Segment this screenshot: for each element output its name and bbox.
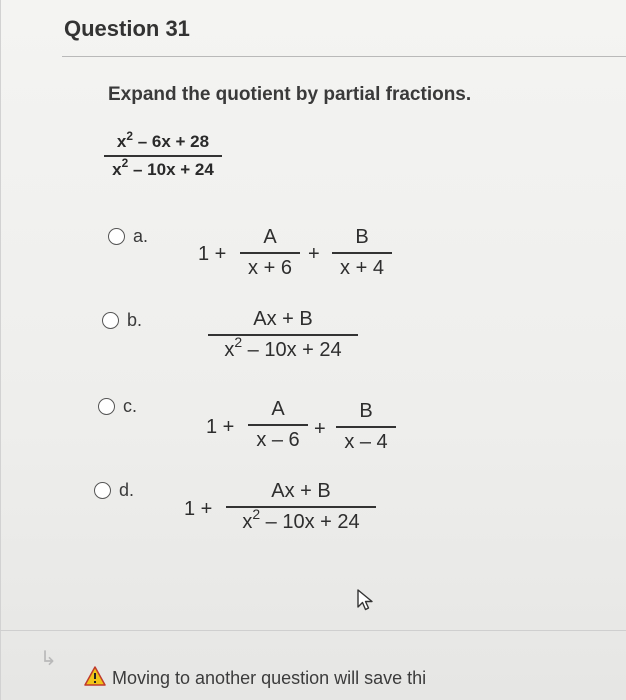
question-expression xyxy=(104,128,222,180)
option-a-fraction-2 xyxy=(332,226,392,280)
option-d-fraction xyxy=(226,480,376,534)
fraction-bar xyxy=(208,334,358,336)
option-d-lead: 1 + xyxy=(184,498,213,520)
option-c-fraction-2 xyxy=(336,400,396,454)
question-prompt: Expand the quotient by partial fractions. xyxy=(108,84,472,105)
option-c[interactable] xyxy=(98,396,137,417)
footer-divider xyxy=(0,630,626,631)
option-d-denominator: $x^2 - 10x + 24$ xyxy=(242,506,360,533)
option-a-frac2-numerator: B xyxy=(355,226,369,248)
radio-button-d[interactable] xyxy=(94,482,111,499)
mouse-pointer-icon xyxy=(356,588,376,617)
option-c-label: c. xyxy=(123,396,138,416)
fraction-bar xyxy=(226,506,376,508)
fraction-bar xyxy=(332,252,392,254)
radio-button-c[interactable] xyxy=(98,398,115,415)
radio-button-a[interactable] xyxy=(108,228,125,245)
option-a[interactable] xyxy=(108,226,148,247)
option-a-lead: 1 + xyxy=(198,243,227,265)
warning-icon xyxy=(84,666,106,691)
option-b-numerator: Ax + B xyxy=(253,308,313,330)
option-c-frac1-denominator: x – 6 xyxy=(256,428,300,451)
expression-denominator: $x^2 - 10x + 24$ xyxy=(112,156,214,179)
option-c-plus: + xyxy=(314,418,326,440)
option-d-numerator: Ax + B xyxy=(271,480,331,502)
option-a-frac1-denominator: x + 6 xyxy=(248,256,292,279)
option-d-label: d. xyxy=(119,480,135,500)
option-c-frac2-numerator: B xyxy=(359,400,373,422)
fraction-bar xyxy=(240,252,300,254)
option-c-fraction-1 xyxy=(248,398,308,452)
option-a-fraction-1 xyxy=(240,226,300,280)
title-divider xyxy=(62,56,626,57)
option-d[interactable] xyxy=(94,480,134,501)
option-b-fraction xyxy=(208,308,358,362)
option-c-frac2-denominator: x – 4 xyxy=(344,430,388,453)
option-b-label: b. xyxy=(127,310,143,330)
option-a-plus: + xyxy=(308,243,320,265)
option-b-denominator: $x^2 - 10x + 24$ xyxy=(224,334,342,361)
option-b[interactable] xyxy=(102,310,142,331)
option-a-frac2-denominator: x + 4 xyxy=(340,256,384,279)
return-arrow-icon: ↳ xyxy=(40,648,57,670)
warning-message: Moving to another question will save thi xyxy=(112,668,427,688)
option-c-frac1-numerator: A xyxy=(271,398,285,420)
option-a-label: a. xyxy=(133,226,149,246)
fraction-bar xyxy=(248,424,308,426)
question-title: Question 31 xyxy=(64,16,190,41)
expression-numerator: $x^2 - 6x + 28$ xyxy=(116,128,210,151)
footer-warning-area xyxy=(0,620,626,700)
option-c-lead: 1 + xyxy=(206,416,235,438)
left-border xyxy=(0,0,1,700)
fraction-bar xyxy=(336,426,396,428)
radio-button-b[interactable] xyxy=(102,312,119,329)
option-a-frac1-numerator: A xyxy=(263,226,277,248)
